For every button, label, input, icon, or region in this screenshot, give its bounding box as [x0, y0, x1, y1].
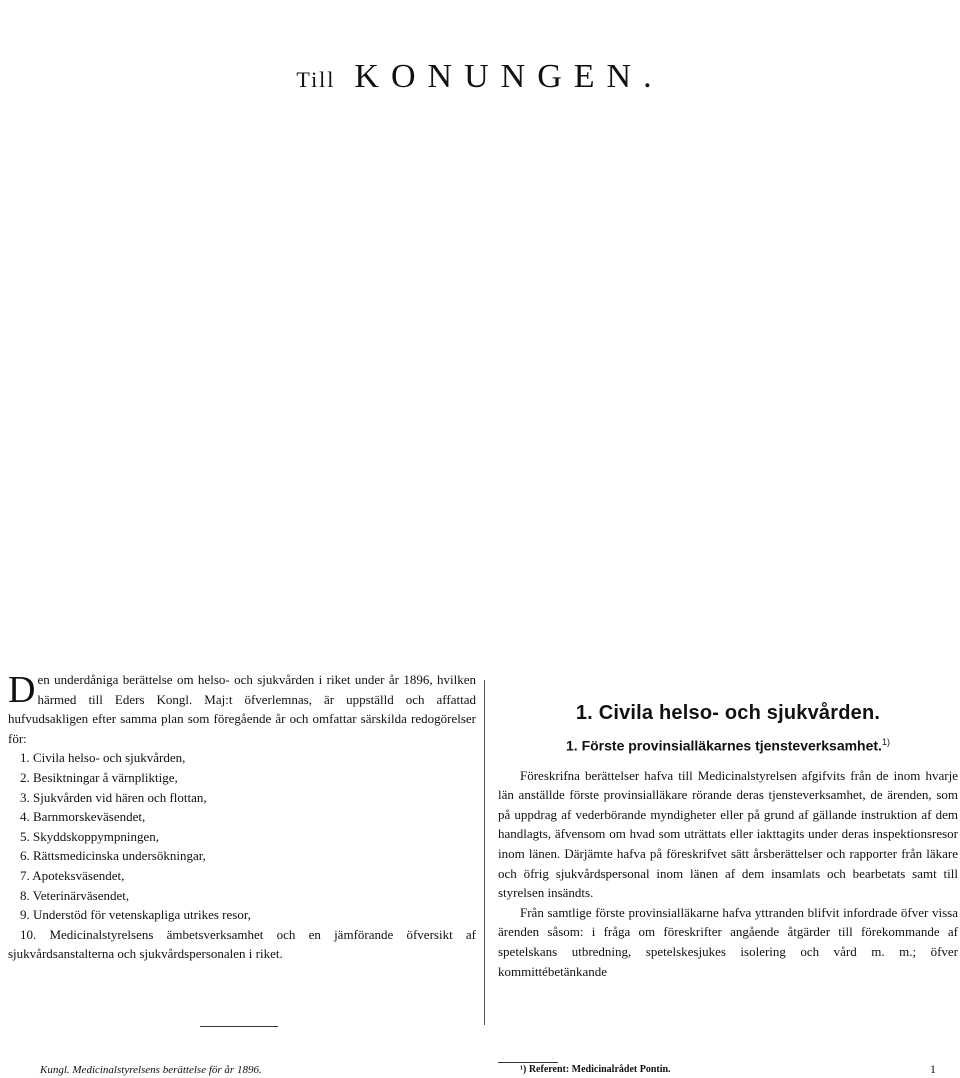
- title-till: Till: [296, 67, 336, 92]
- list-item: 3. Sjukvården vid hären och flottan,: [20, 789, 207, 805]
- list-item: 4. Barnmorskeväsendet,: [20, 809, 146, 825]
- page-title: [0, 58, 960, 96]
- list-item: 7. Apoteksväsendet,: [20, 867, 125, 883]
- list-item: 1. Civila helso- och sjukvården,: [20, 750, 186, 766]
- intro-text: en underdåniga berättelse om helso- och sjukvården i riket under år 1896, hvilken härmed till Eders Kongl. Maj:t öfverlemnas, är uppställd och affattad hufvudsakligen efter samma plan som föregående år och omfattar särskilda redogörelser för:: [8, 672, 476, 746]
- body-paragraph: Från samtlige förste provinsialläkarne hafva yttranden blifvit infordrade öfver vissa ärenden såsom: i fråga om föreskrifter angående åtgärder till förekommande af spetelskans utbredning, spetelskesjukes isolering och vård m. m.; öfver kommittébetänkande: [498, 904, 958, 979]
- list-item: 2. Besiktningar å värnpliktige,: [20, 769, 178, 785]
- list-item: 6. Rättsmedicinska undersökningar,: [20, 848, 206, 864]
- closing-rule: [200, 1026, 278, 1027]
- list-item: 8. Veterinärväsendet,: [20, 887, 130, 903]
- list-item: 5. Skyddskoppympningen,: [20, 828, 160, 844]
- list-item: 9. Understöd för vetenskapliga utrikes resor,: [20, 907, 251, 923]
- left-column: [8, 670, 476, 964]
- body-paragraph: Föreskrifna berättelser hafva till Medicinalstyrelsen afgifvits från de inom hvarje län anställde förste provinsialläkare rörande deras tjensteverksamhet, de ärenden, som på uppdrag af vederbörande myndigheter eller på grund af gällande instruktion af dem handlagts, äfvensom om hvad som uträttats eller iakttagits under deras inspektionsresor inom länen. Därjämte hafva på föreskrifvet sätt årsberättelser och rapporter från läkare och öfrig sjukvårdspersonal inom länen af dem insamlats och bearbetats samt till styrelsen insändts.: [498, 767, 958, 901]
- list-item: 10. Medicinalstyrelsens ämbetsverksamhet och en jämförande öfversikt af sjukvårdsanstalterna och sjukvårdspersonalen i riket.: [8, 926, 476, 962]
- title-konungen: KONUNGEN.: [354, 58, 664, 95]
- subsection-heading: [498, 732, 958, 756]
- running-footer: Kungl. Medicinalstyrelsens berättelse för år 1896.: [40, 1064, 262, 1076]
- column-divider: [484, 680, 485, 1025]
- subsection-heading-text: 1. Förste provinsialläkarnes tjensteverksamhet.: [566, 737, 882, 754]
- page-number: 1: [930, 1062, 936, 1076]
- footnote: ¹) Referent: Medicinalrådet Pontin.: [520, 1064, 671, 1075]
- report-section-list: [8, 748, 476, 964]
- footnote-marker: 1): [881, 737, 890, 747]
- drop-cap: D: [8, 669, 36, 711]
- footnote-rule: [498, 1062, 558, 1063]
- intro-paragraph: [8, 670, 476, 748]
- section-heading: 1. Civila helso- och sjukvården.: [575, 702, 881, 724]
- right-column: [498, 700, 958, 981]
